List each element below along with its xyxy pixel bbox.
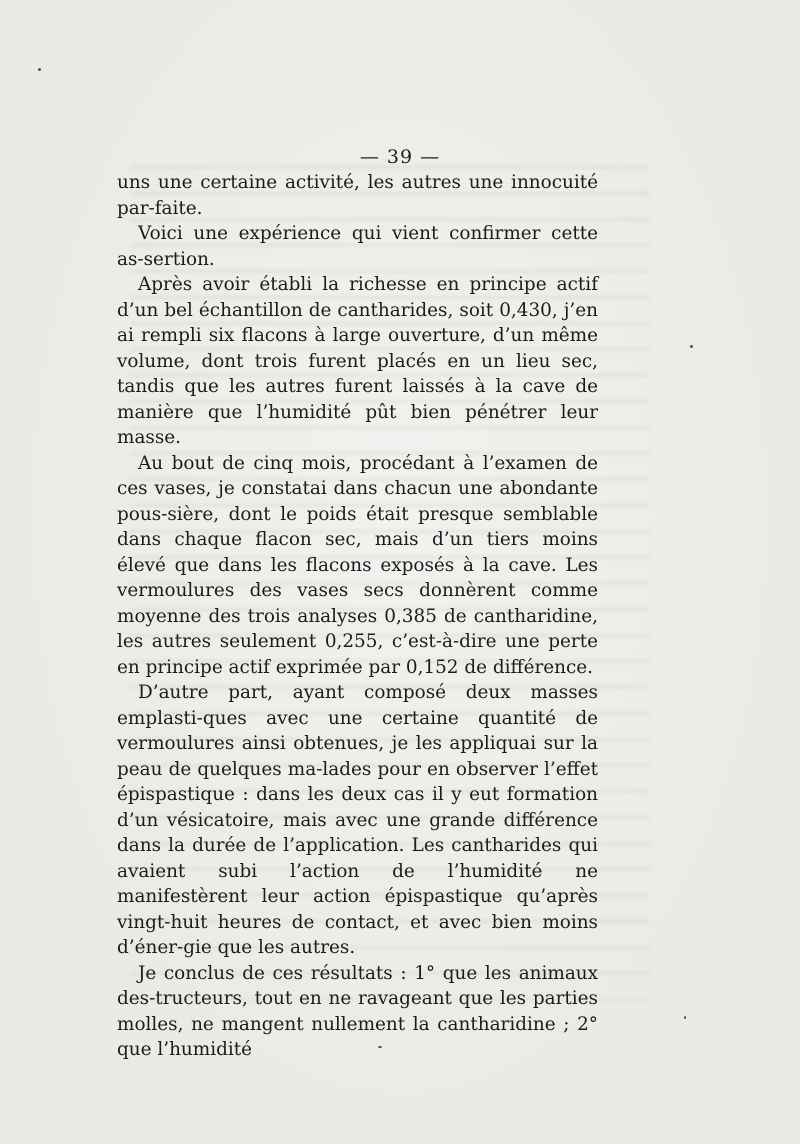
paragraph-conclusion: Je conclus de ces résultats : 1° que les animaux des-tructeurs, tout en ne ravageant que les parties molles, ne mangent nullement la cantharidine ; 2° que l’humidité (117, 962, 598, 1060)
paper-speck (38, 68, 41, 71)
paragraph-method: Après avoir établi la richesse en principe actif d’un bel échantillon de cantharides, soit 0,430, j’en ai rempli six flacons à large ouverture, d’un même volume, dont trois furent placés en un lieu sec, tandis que les autres furent laissés à la cave de manière que l’humidité pût bien pénétrer leur masse. (117, 274, 598, 448)
paper-speck (684, 1016, 686, 1019)
paragraph-continuation: uns une certaine activité, les autres une innocuité par-faite. (117, 172, 598, 219)
paragraph-experiment-intro: Voici une expérience qui vient confirmer cette as-sertion. (117, 223, 598, 270)
paragraph-application: D’autre part, ayant composé deux masses emplasti-ques avec une certaine quantité de vermoulures ainsi obtenues, je les appliquai sur la peau de quelques ma-lades pour en observer l’effet épispastique : dans les deux cas il y eut formation d’un vésicatoire, mais avec une grande différence dans la durée de l’application. Les cantharides qui avaient subi l’action de l’humidité ne manifestèrent leur action épispastique qu’après vingt-huit heures de contact, et avec bien moins d’éner-gie que les autres. (117, 682, 598, 958)
paragraph-results: Au bout de cinq mois, procédant à l’examen de ces vases, je constatai dans chacun une abondante pous-sière, dont le poids était presque semblable dans chaque flacon sec, mais d’un tiers moins élevé que dans les flacons exposés à la cave. Les vermoulures des vases secs donnèrent comme moyenne des trois analyses 0,385 de cantharidine, les autres seulement 0,255, c’est-à-dire une perte en principe actif exprimée par 0,152 de différence. (117, 452, 598, 678)
body-text (117, 170, 598, 1063)
page-number: — 39 — (359, 146, 441, 168)
paper-speck (378, 1046, 382, 1048)
paper-speck (690, 345, 693, 348)
